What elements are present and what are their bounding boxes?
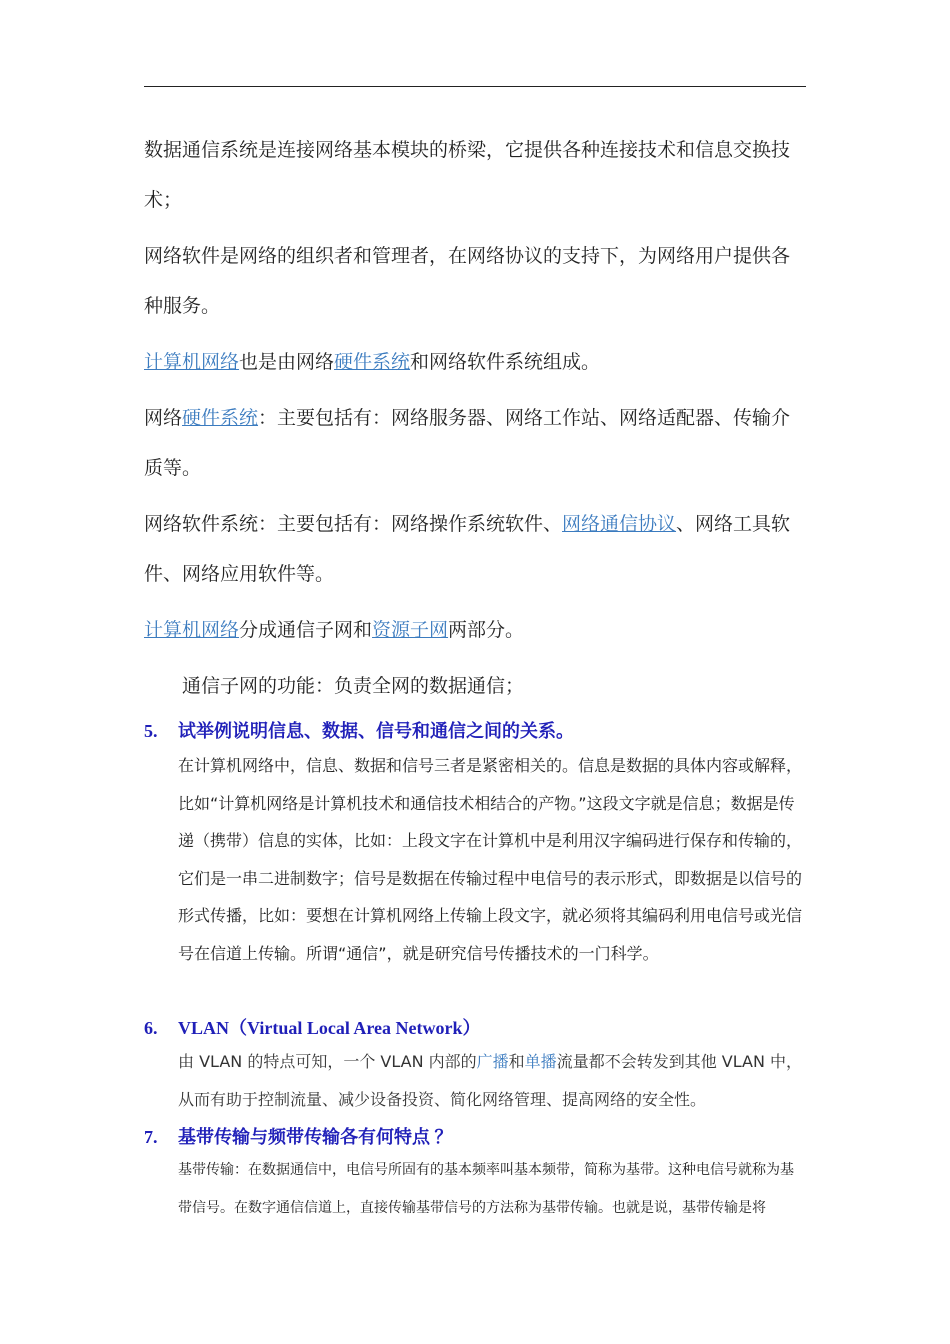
text-span: 和: [508, 1052, 525, 1071]
text-span: 、网络工具软件、网络应用软件等。: [144, 513, 791, 585]
section-heading-7: [144, 1123, 453, 1149]
section-number: 7.: [144, 1127, 158, 1147]
section-title: 基带传输与频带传输各有何特点 ？: [178, 1127, 453, 1147]
section-heading-5: [144, 717, 574, 743]
paragraph-comm-subnet: 通信子网的功能：负责全网的数据通信；: [182, 675, 525, 697]
section-body-6: [178, 1043, 806, 1118]
paragraph-software: [144, 499, 806, 599]
text-span: 网络软件系统：主要包括有：网络操作系统软件、: [144, 513, 563, 535]
text-span: ：主要包括有：网络服务器、网络工作站、网络适配器、传输介质等。: [144, 407, 791, 479]
section-number: 6.: [144, 1018, 158, 1038]
link-hardware-system[interactable]: 硬件系统: [334, 351, 411, 373]
section-title: VLAN（Virtual Local Area Network）: [178, 1018, 481, 1038]
link-network-protocol[interactable]: 网络通信协议: [562, 513, 677, 535]
text-span: 由 VLAN 的特点可知，一个 VLAN 内部的: [178, 1052, 477, 1071]
text-span: 和网络软件系统组成。: [410, 351, 601, 373]
link-computer-network[interactable]: 计算机网络: [144, 351, 240, 373]
paragraph-data-comm: 数据通信系统是连接网络基本模块的桥梁，它提供各种连接技术和信息交换技术；: [144, 139, 791, 211]
section-heading-6: [144, 1014, 480, 1040]
paragraph-hardware: [144, 393, 806, 493]
link-hardware-system-2[interactable]: 硬件系统: [182, 407, 259, 429]
section-number: 5.: [144, 721, 158, 741]
text-span: 分成通信子网和: [239, 619, 373, 641]
link-resource-subnet[interactable]: 资源子网: [372, 619, 449, 641]
link-unicast[interactable]: 单播: [524, 1052, 557, 1071]
section-body-7: 基带传输：在数据通信中，电信号所固有的基本频率叫基本频带，简称为基带。这种电信号就称为基带信号。在数字通信信道上，直接传输基带信号的方法称为基带传输。也就是说，基带传输是将: [178, 1162, 794, 1216]
section-body-5: 在计算机网络中，信息、数据和信号三者是紧密相关的。信息是数据的具体内容或解释，比如“计算机网络是计算机技术和通信技术相结合的产物。”这段文字就是信息；数据是传递（携带）信息的实体，比如：上段文字在计算机中是利用汉字编码进行保存和传输的，它们是一串二进制数字；信号是数据在传输过程中电信号的表示形式，即数据是以信号的形式传播，比如：要想在计算机网络上传输上段文字，就必须将其编码利用电信号或光信号在信道上传输。所谓“通信”，就是研究信号传播技术的一门科学。: [178, 756, 803, 963]
text-span: 两部分。: [448, 619, 525, 641]
link-broadcast[interactable]: 广播: [476, 1052, 509, 1071]
paragraph-composition: [144, 337, 806, 387]
text-span: 也是由网络: [239, 351, 335, 373]
text-span: 网络: [144, 407, 183, 429]
header-rule: [144, 86, 806, 87]
section-title: 试举例说明信息、数据、信号和通信之间的关系。: [178, 721, 574, 741]
text-span: 流量都不会转发到其他 VLAN 中，从而有助于控制流量、减少设备投资、简化网络管理、提高网络的安全性。: [178, 1052, 803, 1109]
link-computer-network-2[interactable]: 计算机网络: [144, 619, 240, 641]
paragraph-subnets: [144, 605, 806, 655]
paragraph-network-software: 网络软件是网络的组织者和管理者，在网络协议的支持下，为网络用户提供各种服务。: [144, 245, 791, 317]
